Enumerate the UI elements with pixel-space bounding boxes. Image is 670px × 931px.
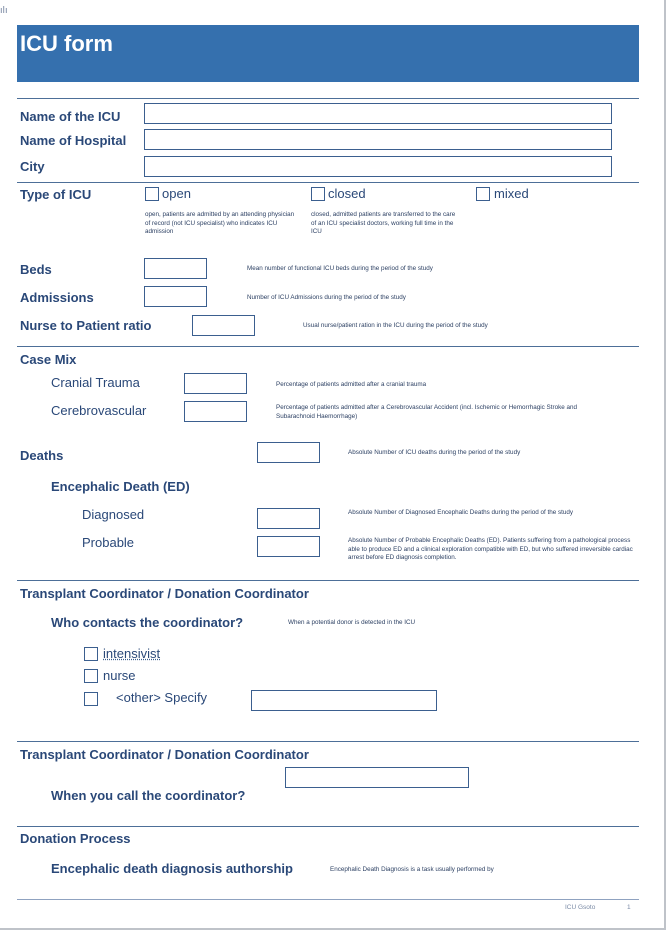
diagnosed-field[interactable] <box>257 508 320 529</box>
name-hospital-label: Name of Hospital <box>20 133 127 148</box>
footer-page-number: 1 <box>627 904 631 911</box>
probable-note: Absolute Number of Probable Encephalic Deaths (ED). Patients suffering from a pathological process able to produce ED and a clinical exploration compatible with ED, but who suffered irreversible cardiac arrest before ED diagnosis completion. <box>348 537 633 562</box>
probable-field[interactable] <box>257 536 320 557</box>
icu-type-closed-checkbox[interactable] <box>311 187 325 201</box>
divider-coordinator-contact <box>17 741 639 742</box>
divider-top <box>17 98 639 99</box>
nurse-ratio-note: Usual nurse/patient ration in the ICU during the period of the study <box>303 322 488 329</box>
deaths-field[interactable] <box>257 442 320 463</box>
beds-field[interactable] <box>144 258 207 279</box>
footer-doc-name: ICU Gsoto <box>565 904 596 911</box>
icu-type-closed-note: closed, admitted patients are transferred to the care of an ICU specialist doctors, working full time in the ICU <box>311 211 456 236</box>
divider-deaths <box>17 580 639 581</box>
who-contacts-question: Who contacts the coordinator? <box>51 615 244 630</box>
coordinator-contact-section-label: Transplant Coordinator / Donation Coordinator <box>20 586 309 601</box>
deaths-label: Deaths <box>20 448 64 463</box>
diagnosed-label: Diagnosed <box>82 507 145 522</box>
coordinator-call-section-label: Transplant Coordinator / Donation Coordinator <box>20 747 309 762</box>
icu-type-open-checkbox[interactable] <box>145 187 159 201</box>
icu-type-label: Type of ICU <box>20 187 92 202</box>
divider-coordinator-call <box>17 826 639 827</box>
other-checkbox[interactable] <box>84 692 98 706</box>
name-icu-field[interactable] <box>144 103 612 124</box>
admissions-field[interactable] <box>144 286 207 307</box>
city-label: City <box>20 159 45 174</box>
cranial-trauma-field[interactable] <box>184 373 247 394</box>
name-hospital-field[interactable] <box>144 129 612 150</box>
city-field[interactable] <box>144 156 612 177</box>
intensivist-checkbox[interactable] <box>84 647 98 661</box>
nurse-checkbox[interactable] <box>84 669 98 683</box>
authorship-note: Encephalic Death Diagnosis is a task usually performed by <box>330 866 494 873</box>
other-specify-label: <other> Specify <box>116 690 208 705</box>
icu-type-open-note: open, patients are admitted by an attending physician of record (not ICU specialist) who indicates ICU admission <box>145 211 295 236</box>
intensivist-label: intensivist <box>103 646 161 661</box>
corner-mark: ılı <box>0 6 8 16</box>
when-call-field[interactable] <box>285 767 469 788</box>
name-icu-label: Name of the ICU <box>20 109 121 124</box>
nurse-ratio-label: Nurse to Patient ratio <box>20 318 152 333</box>
admissions-label: Admissions <box>20 290 94 305</box>
nurse-label: nurse <box>103 668 136 683</box>
divider-footer <box>17 899 639 900</box>
divider-identification <box>17 182 639 183</box>
encephalic-death-label: Encephalic Death (ED) <box>51 479 190 494</box>
icu-type-closed-label: closed <box>328 186 366 201</box>
cerebrovascular-label: Cerebrovascular <box>51 403 147 418</box>
divider-capacity <box>17 346 639 347</box>
diagnosed-note: Absolute Number of Diagnosed Encephalic Deaths during the period of the study <box>348 509 574 516</box>
beds-label: Beds <box>20 262 52 277</box>
icu-type-mixed-label: mixed <box>494 186 529 201</box>
beds-note: Mean number of functional ICU beds during the period of the study <box>247 265 433 272</box>
deaths-note: Absolute Number of ICU deaths during the period of the study <box>348 449 521 456</box>
admissions-note: Number of ICU Admissions during the period of the study <box>247 294 406 301</box>
case-mix-label: Case Mix <box>20 352 77 367</box>
authorship-label: Encephalic death diagnosis authorship <box>51 861 293 876</box>
cerebrovascular-field[interactable] <box>184 401 247 422</box>
donation-process-label: Donation Process <box>20 831 131 846</box>
form-title: ICU form <box>20 31 113 56</box>
who-contacts-note: When a potential donor is detected in the ICU <box>288 619 416 626</box>
when-call-question: When you call the coordinator? <box>51 788 246 803</box>
cranial-trauma-label: Cranial Trauma <box>51 375 140 390</box>
nurse-ratio-field[interactable] <box>192 315 255 336</box>
cranial-trauma-note: Percentage of patients admitted after a cranial trauma <box>276 381 427 388</box>
icu-type-mixed-checkbox[interactable] <box>476 187 490 201</box>
other-specify-field[interactable] <box>251 690 437 711</box>
cerebrovascular-note: Percentage of patients admitted after a Cerebrovascular Accident (incl. Ischemic or Hemorrhagic Stroke and Subarachnoid Haemorrhage) <box>276 404 577 420</box>
probable-label: Probable <box>82 535 135 550</box>
icu-type-open-label: open <box>162 186 191 201</box>
